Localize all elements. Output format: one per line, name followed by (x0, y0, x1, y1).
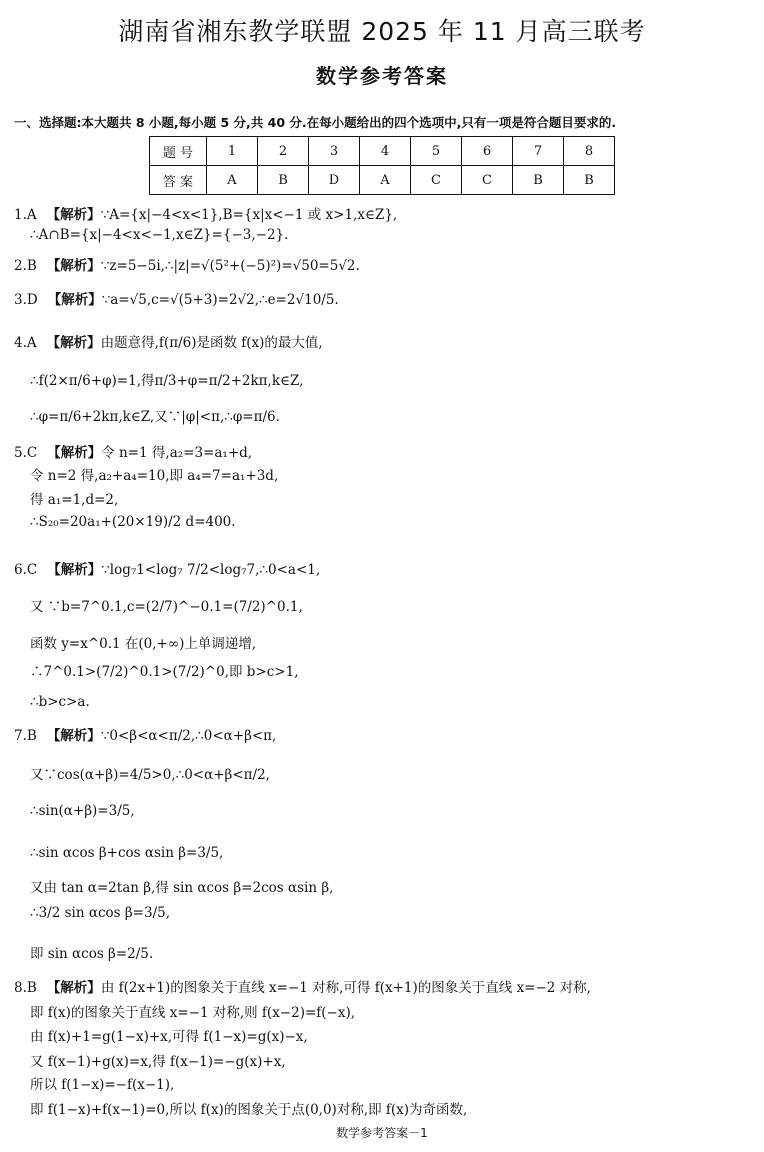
solution-line (30, 876, 333, 896)
solution-text: 得 a₁=1,d=2, (30, 492, 119, 508)
solution-text: 由 f(x)+1=g(1−x)+x,可得 f(1−x)=g(x)−x, (30, 1029, 308, 1045)
solution-text: 又由 tan α=2tan β,得 sin αcos β=2cos αsin β, (30, 880, 334, 896)
question-number: 4 (360, 137, 411, 166)
solution-line (30, 1073, 174, 1093)
solution-line (30, 1098, 467, 1118)
solution-line (30, 763, 270, 783)
solution-text: ∵A={x|−4<x<1},B={x|x<−1 或 x>1,x∈Z}, (100, 207, 398, 223)
solution-text: 由题意得,f(π/6)是函数 f(x)的最大值, (100, 335, 323, 351)
solution-line-5 (14, 441, 252, 461)
question-label: 5.C (14, 445, 38, 461)
solution-text: ∴φ=π/6+2kπ,k∈Z,又∵|φ|<π,∴φ=π/6. (30, 409, 280, 425)
solution-text: 即 sin αcos β=2/5. (30, 946, 154, 962)
answer-cell: B (564, 166, 615, 195)
answer-cell: D (309, 166, 360, 195)
solution-text: 又 ∵b=7^0.1,c=(2/7)^−0.1=(7/2)^0.1, (30, 599, 303, 615)
solution-line (30, 1001, 355, 1021)
solution-text: 令 n=1 得,a₂=3=a₁+d, (101, 445, 253, 461)
answer-cell: C (411, 166, 462, 195)
question-label: 7.B (14, 728, 37, 744)
page-footer: 数学参考答案－1 (336, 1126, 428, 1140)
question-label: 1.A (14, 207, 37, 223)
solution-text: ∴sin(α+β)=3/5, (30, 803, 135, 819)
solution-text: 又 f(x−1)+g(x)=x,得 f(x−1)=−g(x)+x, (30, 1054, 286, 1070)
row-label: 答 案 (150, 166, 207, 195)
solution-line-3 (14, 288, 339, 308)
question-number: 2 (258, 137, 309, 166)
solution-text: 函数 y=x^0.1 在(0,+∞)上单调递增, (30, 636, 257, 652)
solution-text: ∵0<β<α<π/2,∴0<α+β<π, (100, 728, 277, 744)
answer-cell: B (513, 166, 564, 195)
solution-line (30, 369, 303, 389)
question-number: 5 (411, 137, 462, 166)
question-label: 3.D (14, 292, 38, 308)
solution-line (30, 227, 288, 243)
answer-cell: B (258, 166, 309, 195)
question-label: 2.B (14, 258, 37, 274)
solution-line (30, 1050, 286, 1070)
solution-line (30, 660, 298, 680)
solution-text: ∴3/2 sin αcos β=3/5, (30, 905, 170, 921)
solution-text: ∴b>c>a. (30, 694, 90, 710)
answer-table-answer-row (150, 166, 615, 195)
analysis-tag: 【解析】 (46, 258, 101, 274)
solution-text: ∵log₇1<log₇ 7/2<log₇7,∴0<a<1, (101, 562, 321, 578)
section-heading: 一、选择题:本大题共 8 小题,每小题 5 分,共 40 分.在每小题给出的四个选项中,只有一项是符合题目要求的. (14, 115, 617, 130)
solution-text: ∴7^0.1>(7/2)^0.1>(7/2)^0,即 b>c>1, (30, 664, 299, 680)
solution-text: 即 f(1−x)+f(x−1)=0,所以 f(x)的图象关于点(0,0)对称,即 f(x)为奇函数, (30, 1102, 468, 1118)
solution-line (30, 595, 303, 615)
analysis-tag: 【解析】 (46, 335, 101, 351)
question-label: 4.A (14, 335, 37, 351)
question-label: 6.C (14, 562, 38, 578)
solution-line-2 (14, 254, 360, 274)
solution-line (30, 1025, 308, 1045)
solution-text: ∴S₂₀=20a₁+(20×19)/2 d=400. (30, 514, 236, 530)
page-subtitle: 数学参考答案 (316, 64, 448, 88)
solution-line (30, 942, 153, 962)
solution-text: ∴sin αcos β+cos αsin β=3/5, (30, 845, 224, 861)
analysis-tag: 【解析】 (46, 728, 101, 744)
solution-text: ∴A∩B={x|−4<x<−1,x∈Z}={−3,−2}. (30, 227, 289, 243)
solution-line (30, 694, 90, 710)
solution-line (30, 488, 118, 508)
solution-text: 又∵cos(α+β)=4/5>0,∴0<α+β<π/2, (30, 767, 270, 783)
analysis-tag: 【解析】 (47, 562, 102, 578)
analysis-tag: 【解析】 (47, 292, 102, 308)
solution-line (30, 514, 236, 530)
question-label: 8.B (14, 980, 37, 996)
answer-table (149, 136, 615, 195)
answer-cell: C (462, 166, 513, 195)
analysis-tag: 【解析】 (47, 445, 102, 461)
question-number: 7 (513, 137, 564, 166)
analysis-tag: 【解析】 (46, 980, 101, 996)
solution-line-1 (14, 203, 397, 223)
solution-line (30, 803, 135, 819)
answer-table-header-row (150, 137, 615, 166)
solution-line-6 (14, 558, 320, 578)
solution-text: ∵a=√5,c=√(5+3)=2√2,∴e=2√10/5. (101, 292, 339, 308)
solution-line-4 (14, 331, 323, 351)
question-number: 6 (462, 137, 513, 166)
solution-line (30, 632, 256, 652)
question-number: 8 (564, 137, 615, 166)
row-label: 题 号 (150, 137, 207, 166)
solution-text: 所以 f(1−x)=−f(x−1), (30, 1077, 175, 1093)
solution-text: 令 n=2 得,a₂+a₄=10,即 a₄=7=a₁+3d, (30, 468, 279, 484)
solution-text: 即 f(x)的图象关于直线 x=−1 对称,则 f(x−2)=f(−x), (30, 1005, 356, 1021)
analysis-tag: 【解析】 (46, 207, 101, 223)
solution-line (30, 905, 170, 921)
solution-text: 由 f(2x+1)的图象关于直线 x=−1 对称,可得 f(x+1)的图象关于直线 x=−2 对称, (100, 980, 591, 996)
solution-text: ∴f(2×π/6+φ)=1,得π/3+φ=π/2+2kπ,k∈Z, (30, 373, 304, 389)
answer-cell: A (207, 166, 258, 195)
solution-line (30, 845, 223, 861)
solution-text: ∵z=5−5i,∴|z|=√(5²+(−5)²)=√50=5√2. (100, 258, 360, 274)
solution-line-8 (14, 976, 591, 996)
question-number: 1 (207, 137, 258, 166)
answer-cell: A (360, 166, 411, 195)
solution-line (30, 405, 280, 425)
question-number: 3 (309, 137, 360, 166)
solution-line-7 (14, 724, 276, 744)
page-title: 湖南省湘东教学联盟 2025 年 11 月高三联考 (118, 17, 646, 46)
solution-line (30, 464, 278, 484)
